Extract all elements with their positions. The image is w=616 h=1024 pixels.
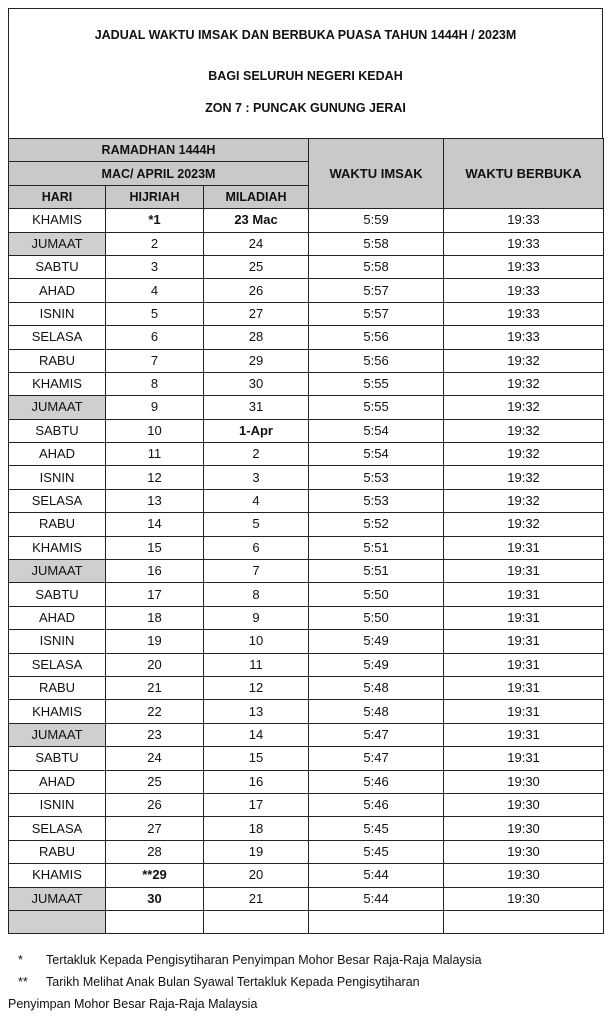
hari-cell: KHAMIS [9, 700, 106, 723]
hijriah-cell: 7 [106, 349, 204, 372]
berbuka-cell: 19:31 [444, 653, 604, 676]
imsak-cell: 5:55 [309, 396, 444, 419]
miladiah-cell: 11 [204, 653, 309, 676]
imsak-cell: 5:52 [309, 513, 444, 536]
miladiah-cell: 9 [204, 606, 309, 629]
berbuka-cell: 19:33 [444, 302, 604, 325]
hijriah-cell: 21 [106, 676, 204, 699]
hijriah-cell: 15 [106, 536, 204, 559]
miladiah-cell: 16 [204, 770, 309, 793]
imsak-cell: 5:57 [309, 279, 444, 302]
table-row [9, 817, 604, 840]
footer-blank-cell [309, 910, 444, 933]
table-row [9, 396, 604, 419]
hari-cell: JUMAAT [9, 560, 106, 583]
berbuka-cell: 19:32 [444, 419, 604, 442]
miladiah-cell: 24 [204, 232, 309, 255]
table-row [9, 840, 604, 863]
miladiah-cell: 21 [204, 887, 309, 910]
hijriah-cell: 8 [106, 372, 204, 395]
berbuka-cell: 19:31 [444, 560, 604, 583]
imsak-cell: 5:47 [309, 723, 444, 746]
imsak-cell: 5:57 [309, 302, 444, 325]
miladiah-cell: 2 [204, 443, 309, 466]
table-row [9, 887, 604, 910]
imsak-cell: 5:49 [309, 653, 444, 676]
document-subtitle-zone: ZON 7 : PUNCAK GUNUNG JERAI [205, 101, 406, 115]
table-row [9, 232, 604, 255]
hijriah-cell: 2 [106, 232, 204, 255]
berbuka-cell: 19:30 [444, 864, 604, 887]
berbuka-cell: 19:32 [444, 489, 604, 512]
hari-cell: KHAMIS [9, 209, 106, 232]
miladiah-cell: 13 [204, 700, 309, 723]
footnote [8, 993, 608, 1015]
imsak-cell: 5:50 [309, 606, 444, 629]
imsak-cell: 5:58 [309, 232, 444, 255]
hari-cell: JUMAAT [9, 887, 106, 910]
hijriah-cell: 23 [106, 723, 204, 746]
hijriah-cell: *1 [106, 209, 204, 232]
document-header [8, 8, 603, 139]
hari-cell: RABU [9, 840, 106, 863]
table-row [9, 326, 604, 349]
footer-blank-cell [204, 910, 309, 933]
imsak-cell: 5:48 [309, 676, 444, 699]
imsak-cell: 5:48 [309, 700, 444, 723]
hijriah-cell: 6 [106, 326, 204, 349]
footnotes [8, 949, 608, 1015]
imsak-cell: 5:51 [309, 560, 444, 583]
miladiah-cell: 27 [204, 302, 309, 325]
miladiah-cell: 25 [204, 255, 309, 278]
hijriah-cell: 22 [106, 700, 204, 723]
table-row [9, 466, 604, 489]
hari-cell: ISNIN [9, 793, 106, 816]
hijriah-cell: 27 [106, 817, 204, 840]
berbuka-cell: 19:33 [444, 255, 604, 278]
hari-cell: KHAMIS [9, 864, 106, 887]
hijriah-cell: 30 [106, 887, 204, 910]
imsak-cell: 5:55 [309, 372, 444, 395]
footnote-mark: ** [18, 975, 28, 989]
footnote-text: Tertakluk Kepada Pengisytiharan Penyimpan Mohor Besar Raja-Raja Malaysia [46, 953, 482, 967]
imsak-cell: 5:45 [309, 840, 444, 863]
berbuka-cell: 19:31 [444, 606, 604, 629]
month-header: MAC/ APRIL 2023M [9, 162, 309, 185]
berbuka-cell: 19:32 [444, 513, 604, 536]
hari-cell: KHAMIS [9, 372, 106, 395]
hari-cell: SELASA [9, 817, 106, 840]
miladiah-cell: 5 [204, 513, 309, 536]
berbuka-cell: 19:33 [444, 209, 604, 232]
berbuka-cell: 19:30 [444, 840, 604, 863]
hari-cell: SABTU [9, 255, 106, 278]
hari-cell: AHAD [9, 606, 106, 629]
hijriah-cell: 10 [106, 419, 204, 442]
hari-cell: ISNIN [9, 302, 106, 325]
hari-cell: RABU [9, 349, 106, 372]
footnote-mark: * [18, 953, 23, 967]
imsak-cell: 5:56 [309, 326, 444, 349]
miladiah-cell: 29 [204, 349, 309, 372]
miladiah-cell: 31 [204, 396, 309, 419]
table-row [9, 536, 604, 559]
miladiah-cell: 26 [204, 279, 309, 302]
berbuka-cell: 19:30 [444, 793, 604, 816]
miladiah-cell: 3 [204, 466, 309, 489]
hari-cell: JUMAAT [9, 396, 106, 419]
schedule-document [8, 8, 603, 1015]
berbuka-cell: 19:32 [444, 372, 604, 395]
table-row [9, 864, 604, 887]
imsak-cell: 5:44 [309, 887, 444, 910]
table-row [9, 443, 604, 466]
imsak-cell: 5:53 [309, 489, 444, 512]
hijriah-cell: 16 [106, 560, 204, 583]
hijriah-cell: 24 [106, 747, 204, 770]
table-row [9, 279, 604, 302]
document-subtitle-state: BAGI SELURUH NEGERI KEDAH [208, 69, 403, 83]
miladiah-cell: 15 [204, 747, 309, 770]
hari-cell: SELASA [9, 653, 106, 676]
hijriah-cell: 20 [106, 653, 204, 676]
footer-blank-cell [106, 910, 204, 933]
imsak-cell: 5:46 [309, 770, 444, 793]
table-row [9, 653, 604, 676]
berbuka-cell: 19:33 [444, 232, 604, 255]
hijriah-header: HIJRIAH [106, 185, 204, 208]
imsak-cell: 5:54 [309, 419, 444, 442]
hari-cell: AHAD [9, 770, 106, 793]
miladiah-cell: 30 [204, 372, 309, 395]
hijriah-cell: 25 [106, 770, 204, 793]
berbuka-cell: 19:30 [444, 770, 604, 793]
table-row [9, 255, 604, 278]
berbuka-cell: 19:33 [444, 279, 604, 302]
table-row [9, 630, 604, 653]
miladiah-cell: 8 [204, 583, 309, 606]
imsak-cell: 5:49 [309, 630, 444, 653]
berbuka-cell: 19:31 [444, 723, 604, 746]
miladiah-header: MILADIAH [204, 185, 309, 208]
berbuka-cell: 19:31 [444, 630, 604, 653]
berbuka-cell: 19:30 [444, 887, 604, 910]
hijriah-cell: **29 [106, 864, 204, 887]
table-row [9, 489, 604, 512]
berbuka-cell: 19:32 [444, 466, 604, 489]
berbuka-cell: 19:32 [444, 443, 604, 466]
ramadhan-header: RAMADHAN 1444H [9, 139, 309, 162]
hari-cell: AHAD [9, 443, 106, 466]
imsak-cell: 5:50 [309, 583, 444, 606]
miladiah-cell: 7 [204, 560, 309, 583]
hari-cell: RABU [9, 676, 106, 699]
hari-header: HARI [9, 185, 106, 208]
footnote-text: Tarikh Melihat Anak Bulan Syawal Tertakluk Kepada Pengisytiharan [46, 975, 420, 989]
hari-cell: ISNIN [9, 630, 106, 653]
imsak-cell: 5:58 [309, 255, 444, 278]
table-row [9, 700, 604, 723]
table-row [9, 583, 604, 606]
table-row [9, 513, 604, 536]
table-row [9, 419, 604, 442]
hari-cell: KHAMIS [9, 536, 106, 559]
footnote-text: Penyimpan Mohor Besar Raja-Raja Malaysia [8, 997, 258, 1011]
hijriah-cell: 13 [106, 489, 204, 512]
hijriah-cell: 9 [106, 396, 204, 419]
hijriah-cell: 5 [106, 302, 204, 325]
hari-cell: JUMAAT [9, 723, 106, 746]
imsak-header: WAKTU IMSAK [309, 139, 444, 209]
table-row [9, 676, 604, 699]
miladiah-cell: 1-Apr [204, 419, 309, 442]
document-title: JADUAL WAKTU IMSAK DAN BERBUKA PUASA TAHUN 1444H / 2023M [94, 28, 517, 42]
footer-blank-cell [9, 910, 106, 933]
table-row [9, 770, 604, 793]
miladiah-cell: 19 [204, 840, 309, 863]
hari-cell: JUMAAT [9, 232, 106, 255]
hijriah-cell: 18 [106, 606, 204, 629]
table-row [9, 209, 604, 232]
hari-cell: SABTU [9, 747, 106, 770]
table-row [9, 302, 604, 325]
miladiah-cell: 4 [204, 489, 309, 512]
berbuka-cell: 19:31 [444, 536, 604, 559]
berbuka-cell: 19:31 [444, 700, 604, 723]
table-row [9, 747, 604, 770]
imsak-cell: 5:59 [309, 209, 444, 232]
imsak-cell: 5:44 [309, 864, 444, 887]
miladiah-cell: 6 [204, 536, 309, 559]
hari-cell: AHAD [9, 279, 106, 302]
miladiah-cell: 18 [204, 817, 309, 840]
hari-cell: SELASA [9, 489, 106, 512]
schedule-table [8, 138, 604, 934]
hari-cell: SABTU [9, 583, 106, 606]
imsak-cell: 5:53 [309, 466, 444, 489]
berbuka-cell: 19:32 [444, 349, 604, 372]
miladiah-cell: 17 [204, 793, 309, 816]
hijriah-cell: 12 [106, 466, 204, 489]
berbuka-cell: 19:33 [444, 326, 604, 349]
table-row [9, 349, 604, 372]
hari-cell: SABTU [9, 419, 106, 442]
hari-cell: RABU [9, 513, 106, 536]
imsak-cell: 5:51 [309, 536, 444, 559]
berbuka-cell: 19:31 [444, 583, 604, 606]
table-row [9, 560, 604, 583]
miladiah-cell: 14 [204, 723, 309, 746]
berbuka-cell: 19:32 [444, 396, 604, 419]
hijriah-cell: 4 [106, 279, 204, 302]
table-row [9, 606, 604, 629]
imsak-cell: 5:46 [309, 793, 444, 816]
berbuka-cell: 19:31 [444, 747, 604, 770]
imsak-cell: 5:45 [309, 817, 444, 840]
miladiah-cell: 23 Mac [204, 209, 309, 232]
miladiah-cell: 20 [204, 864, 309, 887]
hari-cell: SELASA [9, 326, 106, 349]
miladiah-cell: 28 [204, 326, 309, 349]
hijriah-cell: 14 [106, 513, 204, 536]
table-row [9, 372, 604, 395]
hijriah-cell: 17 [106, 583, 204, 606]
miladiah-cell: 10 [204, 630, 309, 653]
berbuka-header: WAKTU BERBUKA [444, 139, 604, 209]
hijriah-cell: 3 [106, 255, 204, 278]
table-row [9, 793, 604, 816]
hijriah-cell: 26 [106, 793, 204, 816]
miladiah-cell: 12 [204, 676, 309, 699]
berbuka-cell: 19:30 [444, 817, 604, 840]
hari-cell: ISNIN [9, 466, 106, 489]
hijriah-cell: 19 [106, 630, 204, 653]
footnote [18, 971, 608, 993]
hijriah-cell: 11 [106, 443, 204, 466]
footer-blank-cell [444, 910, 604, 933]
table-row [9, 723, 604, 746]
hijriah-cell: 28 [106, 840, 204, 863]
imsak-cell: 5:54 [309, 443, 444, 466]
berbuka-cell: 19:31 [444, 676, 604, 699]
footnote [18, 949, 608, 971]
imsak-cell: 5:56 [309, 349, 444, 372]
imsak-cell: 5:47 [309, 747, 444, 770]
